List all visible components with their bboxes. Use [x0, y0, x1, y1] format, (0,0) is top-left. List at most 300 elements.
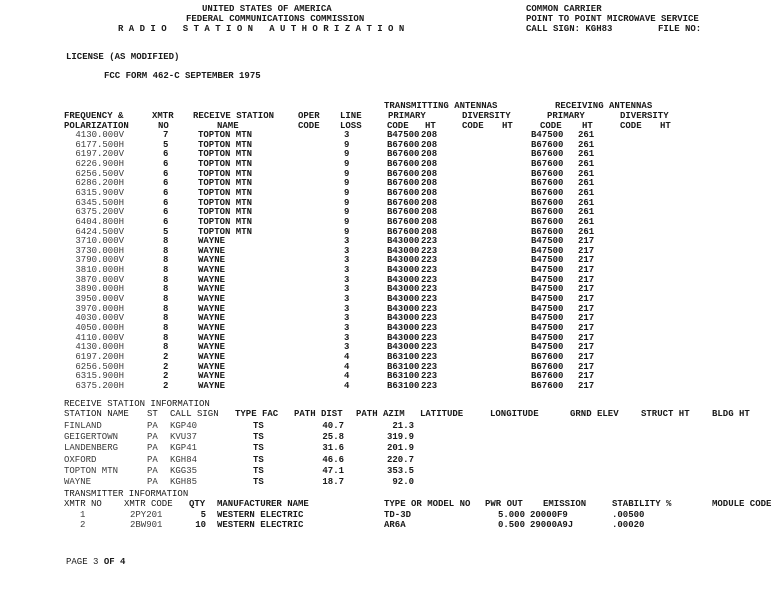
call-sign-cell: KGP41: [170, 443, 198, 453]
station-name-header: STATION NAME: [64, 409, 129, 419]
xmtr-no-cell: 8: [163, 294, 169, 304]
tx-primary-code-cell: B43000: [387, 294, 420, 304]
tx-primary-ht-cell: 223: [421, 313, 438, 323]
rx-primary-ht-cell: 217: [578, 304, 595, 314]
xmtr-header-1: XMTR: [152, 111, 174, 121]
frequency-cell: 4130.000H: [75, 342, 124, 352]
frequency-row: [0, 236, 776, 246]
rx-primary-ht-cell: 217: [578, 255, 595, 265]
tx-primary-code-cell: B67600: [387, 159, 420, 169]
line-loss-cell: 3: [344, 323, 350, 333]
rx-primary-code-cell: B67600: [531, 159, 564, 169]
line-loss-cell: 3: [344, 236, 350, 246]
struct-ht-header: STRUCT HT: [641, 409, 690, 419]
frequency-row: [0, 149, 776, 159]
tx-primary-ht-cell: 223: [421, 381, 438, 391]
frequency-row: [0, 284, 776, 294]
xmtr-no-cell: 8: [163, 313, 169, 323]
tx-primary-code-cell: B47500: [387, 130, 420, 140]
transmitter-row: [0, 520, 776, 530]
oper-header-2: CODE: [298, 121, 320, 131]
receive-station-cell: WAYNE: [198, 284, 226, 294]
rx-primary-code-cell: B47500: [531, 130, 564, 140]
module-code-header: MODULE CODE: [712, 499, 772, 509]
latitude-header: LATITUDE: [420, 409, 464, 419]
receive-station-row: [0, 432, 776, 442]
line-loss-cell: 9: [344, 159, 350, 169]
frequency-cell: 6315.900H: [75, 371, 124, 381]
frequency-row: [0, 371, 776, 381]
xmtr-no-cell: 8: [163, 236, 169, 246]
rx-primary-code-cell: B47500: [531, 323, 564, 333]
rx-primary-ht-cell: 217: [578, 333, 595, 343]
rx-primary-ht-cell: 217: [578, 381, 595, 391]
xmtr-no-cell: 5: [163, 227, 169, 237]
path-azim-cell: 92.0: [392, 477, 414, 487]
receive-station-cell: WAYNE: [198, 236, 226, 246]
line-loss-cell: 3: [344, 255, 350, 265]
tx-primary-ht-cell: 223: [421, 294, 438, 304]
rx-diversity-ht-header: HT: [660, 121, 671, 131]
type-fac-header: TYPE FAC: [235, 409, 279, 419]
tx-primary-ht-cell: 208: [421, 227, 438, 237]
rx-primary-header: PRIMARY: [547, 111, 585, 121]
path-azim-cell: 319.9: [386, 432, 414, 442]
page-indicator: [66, 557, 125, 567]
line-loss-cell: 9: [344, 178, 350, 188]
rx-primary-ht-cell: 261: [578, 198, 595, 208]
type-fac-cell: TS: [253, 421, 264, 431]
power-out-header: PWR OUT: [485, 499, 523, 509]
rx-primary-ht-cell: 217: [578, 352, 595, 362]
receive-station-cell: WAYNE: [198, 371, 226, 381]
tx-primary-code-cell: B67600: [387, 169, 420, 179]
line-loss-cell: 3: [344, 130, 350, 140]
receive-station-cell: WAYNE: [198, 304, 226, 314]
tx-primary-code-cell: B43000: [387, 284, 420, 294]
xmtr-no-cell: 2: [163, 362, 169, 372]
frequency-row: [0, 352, 776, 362]
tx-primary-code-cell: B67600: [387, 217, 420, 227]
tx-primary-ht-cell: 223: [421, 236, 438, 246]
xmtr-no-cell: 8: [163, 333, 169, 343]
xmtr-no-cell: 8: [163, 275, 169, 285]
tx-diversity-code-header: CODE: [462, 121, 484, 131]
xmtr-no-cell: 6: [163, 198, 169, 208]
xmtr-header-2: NO: [158, 121, 169, 131]
state-cell: PA: [147, 443, 158, 453]
tx-primary-code-cell: B67600: [387, 149, 420, 159]
xmtr-no-cell: 6: [163, 188, 169, 198]
rx-primary-code-cell: B47500: [531, 333, 564, 343]
tx-primary-ht-header: HT: [425, 121, 436, 131]
tx-antennas-group-header: TRANSMITTING ANTENNAS: [384, 101, 498, 111]
rx-primary-ht-cell: 261: [578, 159, 595, 169]
tx-primary-code-cell: B67600: [387, 178, 420, 188]
tx-primary-ht-cell: 208: [421, 188, 438, 198]
xmtr-no-cell: 6: [163, 149, 169, 159]
xmtr-no-cell: 7: [163, 130, 169, 140]
tx-primary-ht-cell: 208: [421, 159, 438, 169]
xmtr-no-header: XMTR NO: [64, 499, 102, 509]
rx-primary-code-cell: B67600: [531, 352, 564, 362]
state-cell: PA: [147, 432, 158, 442]
line-loss-cell: 3: [344, 275, 350, 285]
line-loss-cell: 3: [344, 304, 350, 314]
rx-primary-ht-cell: 217: [578, 313, 595, 323]
line-loss-cell: 3: [344, 313, 350, 323]
tx-primary-code-cell: B43000: [387, 255, 420, 265]
frequency-row: [0, 178, 776, 188]
rx-primary-ht-cell: 217: [578, 294, 595, 304]
receive-station-cell: TOPTON MTN: [198, 198, 253, 208]
rx-primary-code-cell: B67600: [531, 198, 564, 208]
receive-station-row: [0, 455, 776, 465]
tx-primary-code-cell: B43000: [387, 313, 420, 323]
tx-primary-code-cell: B63100: [387, 362, 420, 372]
call-sign-cell: KGH85: [170, 477, 198, 487]
frequency-cell: 6345.500H: [75, 198, 124, 208]
tx-primary-code-cell: B43000: [387, 275, 420, 285]
frequency-cell: 6197.200H: [75, 352, 124, 362]
rx-primary-ht-cell: 261: [578, 188, 595, 198]
tx-primary-ht-cell: 223: [421, 304, 438, 314]
rx-primary-code-cell: B47500: [531, 246, 564, 256]
xmtr-no-cell: 8: [163, 323, 169, 333]
freq-header-1: FREQUENCY &: [64, 111, 124, 121]
xmtr-no-cell: 2: [163, 352, 169, 362]
qty-cell: 5: [200, 510, 206, 520]
rx-primary-ht-header: HT: [582, 121, 593, 131]
frequency-row: [0, 381, 776, 391]
rx-primary-ht-cell: 217: [578, 236, 595, 246]
rx-primary-code-cell: B47500: [531, 265, 564, 275]
tx-primary-ht-cell: 223: [421, 255, 438, 265]
xmtr-no-cell: 6: [163, 169, 169, 179]
call-sign-cell: KGG35: [170, 466, 198, 476]
rx-primary-ht-cell: 217: [578, 342, 595, 352]
tx-primary-ht-cell: 223: [421, 323, 438, 333]
rx-primary-code-cell: B47500: [531, 255, 564, 265]
tx-primary-code-cell: B43000: [387, 333, 420, 343]
stability-header: STABILITY %: [612, 499, 672, 509]
type-fac-cell: TS: [253, 432, 264, 442]
tx-primary-code-header: CODE: [387, 121, 409, 131]
type-fac-cell: TS: [253, 455, 264, 465]
line-loss-cell: 9: [344, 149, 350, 159]
emission-cell: 20000F9: [530, 510, 568, 520]
tx-primary-ht-cell: 223: [421, 352, 438, 362]
station-name-cell: FINLAND: [64, 421, 102, 431]
frequency-row: [0, 217, 776, 227]
rx-primary-ht-cell: 261: [578, 169, 595, 179]
receive-station-header-2: NAME: [217, 121, 239, 131]
station-name-cell: GEIGERTOWN: [64, 432, 119, 442]
rx-primary-code-cell: B47500: [531, 284, 564, 294]
line-loss-cell: 3: [344, 246, 350, 256]
line-loss-cell: 9: [344, 207, 350, 217]
xmtr-no-cell: 8: [163, 255, 169, 265]
rx-primary-code-cell: B47500: [531, 313, 564, 323]
rx-primary-ht-cell: 217: [578, 284, 595, 294]
rx-primary-code-cell: B47500: [531, 294, 564, 304]
receive-station-cell: TOPTON MTN: [198, 227, 253, 237]
transmitter-info-title: TRANSMITTER INFORMATION: [64, 489, 189, 499]
receive-station-cell: WAYNE: [198, 333, 226, 343]
call-sign-cell: KGP40: [170, 421, 198, 431]
tx-primary-code-cell: B43000: [387, 236, 420, 246]
path-dist-cell: 18.7: [322, 477, 344, 487]
rx-primary-ht-cell: 261: [578, 130, 595, 140]
frequency-cell: 3950.000V: [75, 294, 124, 304]
rx-primary-code-cell: B67600: [531, 371, 564, 381]
rx-primary-code-header: CODE: [540, 121, 562, 131]
line-loss-cell: 3: [344, 294, 350, 304]
model-cell: AR6A: [384, 520, 406, 530]
frequency-row: [0, 130, 776, 140]
path-azim-cell: 220.7: [386, 455, 414, 465]
oper-header-1: OPER: [298, 111, 320, 121]
page-word: PAGE: [66, 557, 88, 567]
rx-primary-code-cell: B67600: [531, 149, 564, 159]
state-cell: PA: [147, 421, 158, 431]
rx-primary-code-cell: B47500: [531, 275, 564, 285]
rx-primary-code-cell: B67600: [531, 207, 564, 217]
line-loss-cell: 3: [344, 284, 350, 294]
receive-station-cell: TOPTON MTN: [198, 169, 253, 179]
receive-station-cell: TOPTON MTN: [198, 188, 253, 198]
tx-primary-code-cell: B63100: [387, 352, 420, 362]
receive-info-title: RECEIVE STATION INFORMATION: [64, 399, 210, 409]
rx-primary-ht-cell: 261: [578, 217, 595, 227]
line-header-1: LINE: [340, 111, 362, 121]
frequency-row: [0, 188, 776, 198]
tx-primary-code-cell: B43000: [387, 246, 420, 256]
receive-station-cell: WAYNE: [198, 255, 226, 265]
emission-cell: 29000A9J: [530, 520, 574, 530]
form-id: FCC FORM 462-C SEPTEMBER 1975: [104, 71, 261, 81]
rx-primary-code-cell: B67600: [531, 217, 564, 227]
frequency-cell: 6226.900H: [75, 159, 124, 169]
agency-line-2: FEDERAL COMMUNICATIONS COMMISSION: [186, 14, 365, 24]
frequency-cell: 6375.200H: [75, 381, 124, 391]
frequency-row: [0, 265, 776, 275]
frequency-cell: 6256.500V: [75, 169, 124, 179]
frequency-cell: 3970.000H: [75, 304, 124, 314]
tx-primary-code-cell: B43000: [387, 323, 420, 333]
tx-primary-ht-cell: 223: [421, 342, 438, 352]
call-sign-header: CALL SIGN: [170, 409, 219, 419]
receive-station-row: [0, 421, 776, 431]
rx-primary-ht-cell: 261: [578, 178, 595, 188]
path-azim-cell: 21.3: [392, 421, 414, 431]
xmtr-no-cell: 8: [163, 265, 169, 275]
line-loss-cell: 3: [344, 342, 350, 352]
xmtr-no-cell: 8: [163, 304, 169, 314]
path-azim-cell: 201.9: [386, 443, 414, 453]
tx-primary-ht-cell: 223: [421, 275, 438, 285]
tx-primary-ht-cell: 208: [421, 140, 438, 150]
call-sign-cell: KVU37: [170, 432, 198, 442]
xmtr-code-header: XMTR CODE: [124, 499, 173, 509]
freq-header-2: POLARIZATION: [64, 121, 129, 131]
rx-diversity-code-header: CODE: [620, 121, 642, 131]
tx-primary-ht-cell: 223: [421, 265, 438, 275]
frequency-cell: 6404.800H: [75, 217, 124, 227]
state-cell: PA: [147, 466, 158, 476]
line-loss-cell: 4: [344, 352, 350, 362]
tx-primary-ht-cell: 208: [421, 217, 438, 227]
tx-primary-ht-cell: 223: [421, 362, 438, 372]
tx-primary-ht-cell: 208: [421, 130, 438, 140]
receive-station-cell: TOPTON MTN: [198, 159, 253, 169]
rx-primary-ht-cell: 261: [578, 149, 595, 159]
line-loss-cell: 4: [344, 371, 350, 381]
tx-primary-code-cell: B67600: [387, 207, 420, 217]
line-loss-cell: 9: [344, 217, 350, 227]
rx-primary-ht-cell: 217: [578, 323, 595, 333]
receive-station-cell: WAYNE: [198, 323, 226, 333]
rx-primary-ht-cell: 217: [578, 265, 595, 275]
rx-primary-ht-cell: 217: [578, 275, 595, 285]
rx-primary-ht-cell: 217: [578, 371, 595, 381]
tx-primary-code-cell: B67600: [387, 140, 420, 150]
rx-primary-code-cell: B67600: [531, 178, 564, 188]
rx-primary-code-cell: B47500: [531, 304, 564, 314]
stability-cell: .00500: [612, 510, 645, 520]
tx-primary-ht-cell: 223: [421, 246, 438, 256]
receive-station-cell: TOPTON MTN: [198, 217, 253, 227]
service-line-1: COMMON CARRIER: [526, 4, 602, 14]
model-header: TYPE OR MODEL NO: [384, 499, 471, 509]
page-total: 4: [120, 557, 126, 567]
page-number: 3: [93, 557, 99, 567]
agency-line-1: UNITED STATES OF AMERICA: [202, 4, 332, 14]
emission-header: EMISSION: [543, 499, 587, 509]
tx-primary-code-cell: B67600: [387, 188, 420, 198]
xmtr-no-cell: 8: [163, 246, 169, 256]
path-dist-cell: 47.1: [322, 466, 344, 476]
rx-primary-code-cell: B67600: [531, 188, 564, 198]
state-header: ST: [147, 409, 158, 419]
frequency-row: [0, 342, 776, 352]
rx-primary-code-cell: B47500: [531, 236, 564, 246]
line-loss-cell: 9: [344, 198, 350, 208]
frequency-cell: 6256.500H: [75, 362, 124, 372]
tx-primary-ht-cell: 223: [421, 371, 438, 381]
receive-station-cell: WAYNE: [198, 362, 226, 372]
xmtr-no-cell: 5: [163, 140, 169, 150]
tx-primary-header: PRIMARY: [388, 111, 426, 121]
xmtr-code-cell: 2PY201: [130, 510, 163, 520]
receive-station-row: [0, 443, 776, 453]
frequency-cell: 6177.500H: [75, 140, 124, 150]
receive-station-cell: WAYNE: [198, 313, 226, 323]
xmtr-no-cell: 2: [163, 381, 169, 391]
tx-primary-ht-cell: 208: [421, 169, 438, 179]
call-sign-cell: KGH84: [170, 455, 198, 465]
station-name-cell: WAYNE: [64, 477, 92, 487]
path-dist-cell: 46.6: [322, 455, 344, 465]
tx-diversity-header: DIVERSITY: [462, 111, 511, 121]
frequency-cell: 3890.000H: [75, 284, 124, 294]
receive-station-cell: TOPTON MTN: [198, 130, 253, 140]
rx-primary-code-cell: B67600: [531, 140, 564, 150]
station-name-cell: TOPTON MTN: [64, 466, 119, 476]
xmtr-no-cell: 1: [80, 510, 86, 520]
frequency-row: [0, 323, 776, 333]
rx-primary-ht-cell: 217: [578, 246, 595, 256]
license-type: LICENSE (AS MODIFIED): [66, 52, 180, 62]
xmtr-code-cell: 2BW901: [130, 520, 163, 530]
receive-station-cell: TOPTON MTN: [198, 140, 253, 150]
manufacturer-cell: WESTERN ELECTRIC: [217, 510, 304, 520]
path-dist-header: PATH DIST: [294, 409, 343, 419]
tx-primary-ht-cell: 223: [421, 284, 438, 294]
tx-primary-code-cell: B63100: [387, 371, 420, 381]
tx-primary-code-cell: B67600: [387, 227, 420, 237]
power-out-cell: 5.000: [497, 510, 525, 520]
frequency-cell: 6286.200H: [75, 178, 124, 188]
line-loss-cell: 9: [344, 227, 350, 237]
rx-antennas-group-header: RECEIVING ANTENNAS: [555, 101, 653, 111]
station-name-cell: LANDENBERG: [64, 443, 119, 453]
station-name-cell: OXFORD: [64, 455, 97, 465]
frequency-cell: 3870.000V: [75, 275, 124, 285]
path-dist-cell: 40.7: [322, 421, 344, 431]
line-header-2: LOSS: [340, 121, 362, 131]
receive-station-cell: TOPTON MTN: [198, 178, 253, 188]
frequency-row: [0, 207, 776, 217]
receive-station-cell: WAYNE: [198, 342, 226, 352]
transmitter-row: [0, 510, 776, 520]
frequency-cell: 6375.200V: [75, 207, 124, 217]
xmtr-no-cell: 8: [163, 284, 169, 294]
rx-primary-code-cell: B67600: [531, 381, 564, 391]
line-loss-cell: 9: [344, 188, 350, 198]
receive-station-cell: TOPTON MTN: [198, 207, 253, 217]
qty-header: QTY: [189, 499, 206, 509]
rx-primary-code-cell: B67600: [531, 169, 564, 179]
tx-primary-code-cell: B43000: [387, 342, 420, 352]
line-loss-cell: 3: [344, 333, 350, 343]
path-azim-header: PATH AZIM: [356, 409, 405, 419]
line-loss-cell: 3: [344, 265, 350, 275]
frequency-cell: 6424.500V: [75, 227, 124, 237]
xmtr-no-cell: 6: [163, 159, 169, 169]
manufacturer-header: MANUFACTURER NAME: [217, 499, 309, 509]
receive-station-header-1: RECEIVE STATION: [193, 111, 275, 121]
tx-diversity-ht-header: HT: [502, 121, 513, 131]
frequency-cell: 4030.000V: [75, 313, 124, 323]
receive-station-cell: TOPTON MTN: [198, 149, 253, 159]
frequency-row: [0, 159, 776, 169]
power-out-cell: 0.500: [497, 520, 525, 530]
call-sign: CALL SIGN: KGH83: [526, 24, 613, 34]
frequency-cell: 4110.000V: [75, 333, 124, 343]
rx-diversity-header: DIVERSITY: [620, 111, 669, 121]
line-loss-cell: 4: [344, 362, 350, 372]
receive-station-cell: WAYNE: [198, 381, 226, 391]
receive-station-row: [0, 477, 776, 487]
receive-station-cell: WAYNE: [198, 275, 226, 285]
receive-station-cell: WAYNE: [198, 265, 226, 275]
line-loss-cell: 9: [344, 169, 350, 179]
frequency-row: [0, 255, 776, 265]
rx-primary-ht-cell: 261: [578, 140, 595, 150]
xmtr-no-cell: 6: [163, 207, 169, 217]
bldg-ht-header: BLDG HT: [712, 409, 750, 419]
